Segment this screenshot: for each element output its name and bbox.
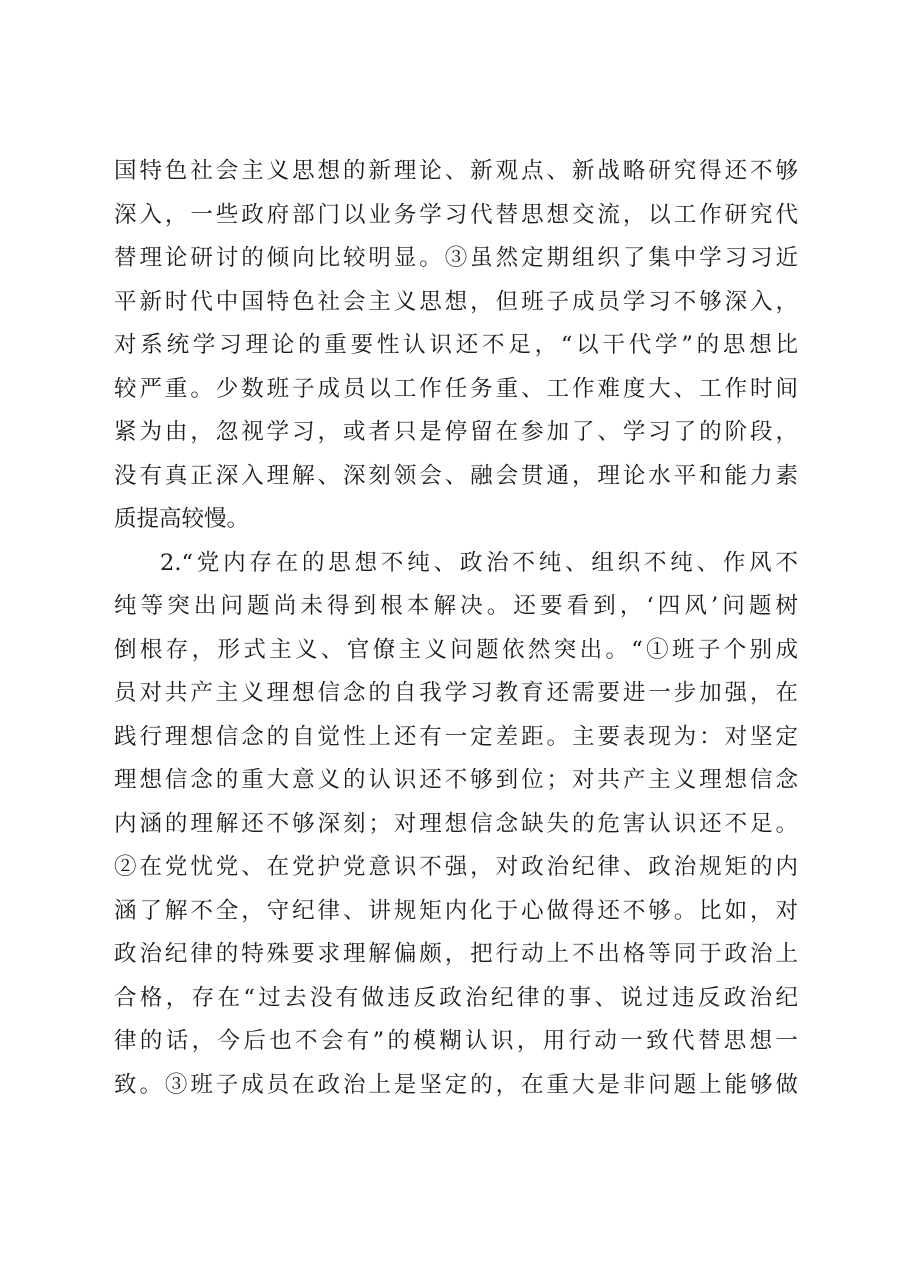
text-line: 国特色社会主义思想的新理论、新观点、新战略研究得还不够	[114, 158, 798, 184]
text-line: 律的话，今后也不会有”的模糊认识，用行动一致代替思想一	[114, 1028, 798, 1054]
text-line: 紧为由，忽视学习，或者只是停留在参加了、学习了的阶段，	[114, 419, 798, 445]
text-line: 合格，存在“过去没有做违反政治纪律的事、说过违反政治纪	[114, 984, 798, 1011]
text-line: 深入，一些政府部门以业务学习代替思想交流，以工作研究代	[114, 201, 798, 228]
text-line: 倒根存，形式主义、官僚主义问题依然突出。“①班子个别成	[114, 636, 798, 663]
body-text	[114, 150, 798, 1107]
text-line: 员对共产主义理想信念的自我学习教育还需要进一步加强，在	[114, 680, 798, 706]
text-line: 质提高较慢。	[114, 506, 250, 532]
text-line: 涵了解不全，守纪律、讲规矩内化于心做得还不够。比如，对	[114, 897, 798, 924]
text-line: ②在党忧党、在党护党意识不强，对政治纪律、政治规矩的内	[114, 854, 798, 880]
text-line: 理想信念的重大意义的认识还不够到位；对共产主义理想信念	[114, 767, 798, 793]
text-line: 2.“党内存在的思想不纯、政治不纯、组织不纯、作风不	[160, 549, 798, 576]
text-line: 替理论研讨的倾向比较明显。③虽然定期组织了集中学习习近	[114, 245, 798, 271]
text-line: 平新时代中国特色社会主义思想，但班子成员学习不够深入，	[114, 288, 798, 315]
text-line: 纯等突出问题尚未得到根本解决。还要看到，‘四风’问题树	[114, 593, 798, 619]
text-line: 没有真正深入理解、深刻领会、融会贯通，理论水平和能力素	[114, 462, 798, 489]
text-line: 内涵的理解还不够深刻；对理想信念缺失的危害认识还不足。	[114, 810, 798, 837]
text-line: 政治纪律的特殊要求理解偏颇，把行动上不出格等同于政治上	[114, 941, 798, 967]
text-line: 对系统学习理论的重要性认识还不足，“以干代学”的思想比	[114, 332, 798, 358]
text-line: 践行理想信念的自觉性上还有一定差距。主要表现为：对坚定	[114, 723, 798, 750]
text-line: 较严重。少数班子成员以工作任务重、工作难度大、工作时间	[114, 375, 798, 402]
text-line: 致。③班子成员在政治上是坚定的，在重大是非问题上能够做	[114, 1071, 798, 1098]
